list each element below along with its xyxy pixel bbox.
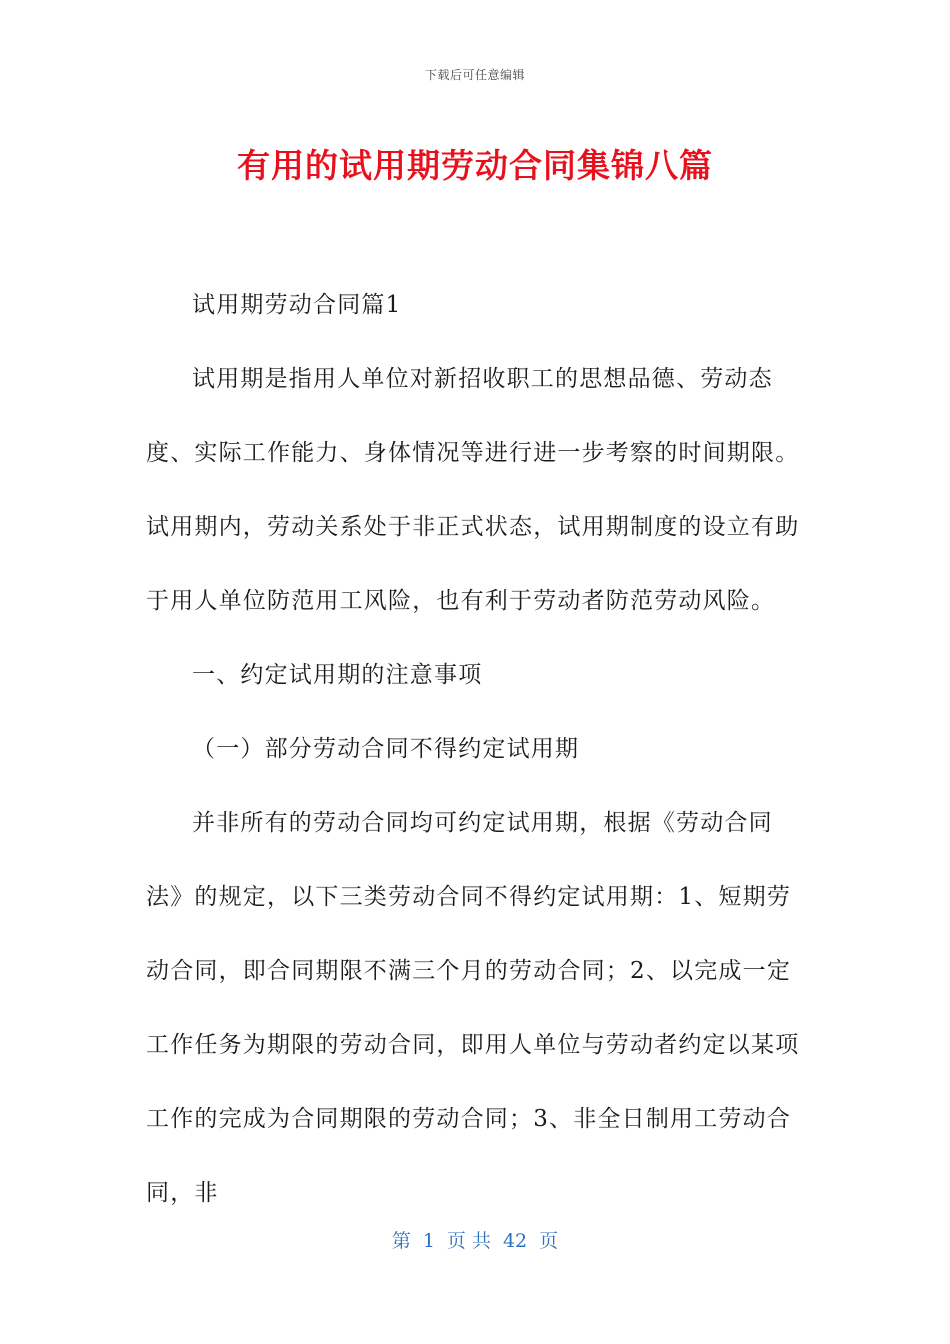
paragraph: 并非所有的劳动合同均可约定试用期，根据《劳动合同法》的规定，以下三类劳动合同不得约定试用期：1、短期劳动合同，即合同期限不满三个月的劳动合同；2、以完成一定工作任务为期限的劳动合同，即用人单位与劳动者约定以某项工作的完成为合同期限的劳动合同；3、非全日制用工劳动合同，非 (146, 810, 800, 1206)
footer-middle: 页 共 (446, 1230, 491, 1252)
header-note: 下载后可任意编辑 (424, 68, 525, 82)
page-footer (0, 1226, 950, 1253)
document-body (146, 268, 806, 1230)
document-title: 有用的试用期劳动合同集锦八篇 (237, 146, 713, 185)
current-page-number: 1 (422, 1230, 435, 1252)
footer-suffix: 页 (539, 1230, 559, 1252)
paragraph: 试用期是指用人单位对新招收职工的思想品德、劳动态度、实际工作能力、身体情况等进行进一步考察的时间期限。试用期内，劳动关系处于非正式状态，试用期制度的设立有助于用人单位防范用工风险，也有利于劳动者防范劳动风险。 (146, 366, 800, 614)
total-page-count: 42 (502, 1230, 528, 1252)
footer-prefix: 第 (391, 1230, 411, 1252)
subsection-heading: （一）部分劳动合同不得约定试用期 (192, 736, 580, 762)
section-heading: 试用期劳动合同篇1 (192, 292, 402, 318)
subsection-heading: 一、约定试用期的注意事项 (192, 662, 483, 688)
